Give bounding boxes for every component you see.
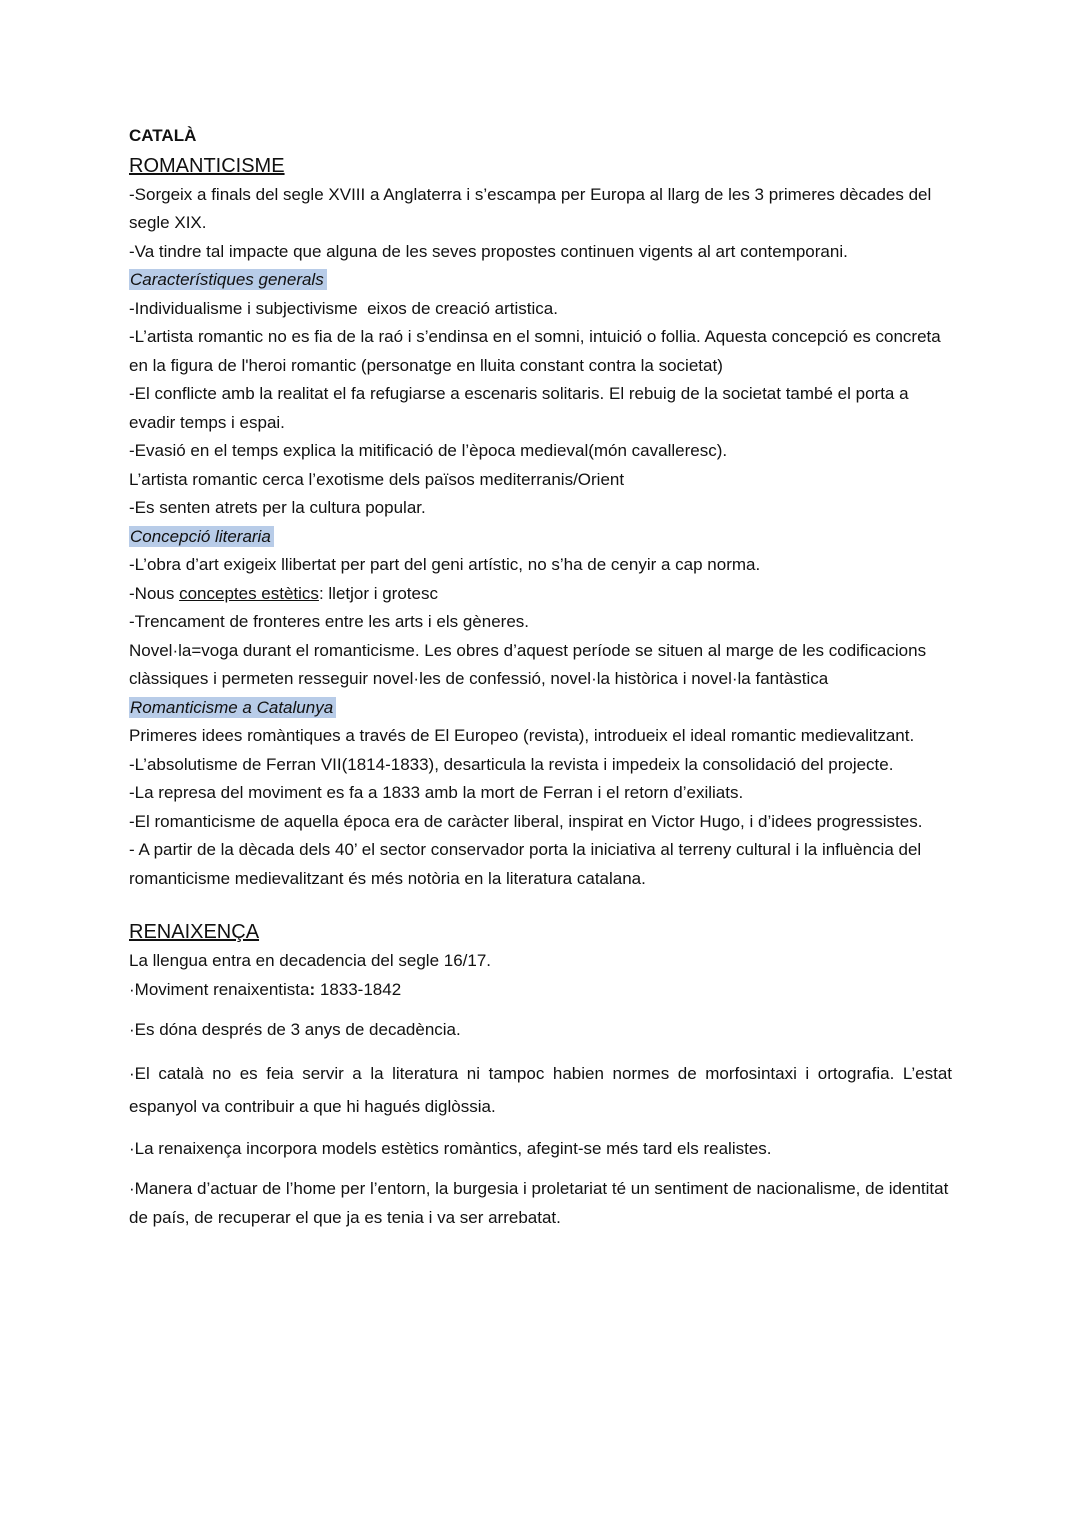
subheading-highlight-text: Concepció literaria bbox=[129, 526, 274, 547]
paragraph-evasio: -Evasió en el temps explica la mitificació de l’època medieval(món cavalleresc). bbox=[129, 441, 728, 460]
text-segment: ·Moviment renaixentista bbox=[129, 979, 310, 999]
paragraph-artista-romantic: -L’artista romantic no es fia de la raó i s’endinsa en el somni, intuició o follia. Aquesta concepció es concreta en la figura de l'heroi romantic (personatge en lluita constant contra la societat) bbox=[129, 327, 946, 375]
subheading-highlight-text: Característiques generals bbox=[129, 269, 327, 290]
doc-kicker: CATALÀ bbox=[129, 126, 197, 145]
paragraph-catala-literatura: ·El català no es feia servir a la literatura ni tampoc habien normes de morfosintaxi i ortografia. L’estat espanyol va contribuir a que hi hagués diglòssia. bbox=[129, 1063, 952, 1116]
subheading-caracteristiques bbox=[129, 266, 952, 295]
section-title-romanticisme bbox=[129, 151, 952, 181]
paragraph-cultura-popular: -Es senten atrets per la cultura popular. bbox=[129, 498, 426, 517]
text-segment: 1833-1842 bbox=[315, 979, 402, 999]
document-content bbox=[129, 122, 952, 1232]
section-title-text: RENAIXENÇA bbox=[129, 921, 260, 943]
paragraph-trencament: -Trencament de fronteres entre les arts i els gèneres. bbox=[129, 612, 529, 631]
paragraph-conceptes-estetics bbox=[129, 580, 952, 609]
bold-text: : bbox=[309, 979, 316, 999]
paragraph-decada-40: - A partir de la dècada dels 40’ el sector conservador porta la iniciativa al terreny cultural i la influència del romanticisme medievalitzant és més notòria en la literatura catalana. bbox=[129, 840, 926, 888]
paragraph-primeres-idees: Primeres idees romàntiques a través de El Europeo (revista), introdueix el ideal romantic medievalitzant. bbox=[129, 726, 915, 745]
paragraph-liberal: -El romanticisme de aquella época era de caràcter liberal, inspirat en Victor Hugo, i d’idees progressistes. bbox=[129, 811, 923, 831]
paragraph-individualisme: -Individualisme i subjectivisme eixos de creació artistica. bbox=[129, 298, 558, 318]
paragraph-novella: Novel·la=voga durant el romanticisme. Les obres d’aquest període se situen al marge de les codificacions clàssiques i permeten resseguir novel·les de confessió, novel·la històrica i novel·la fantàstica bbox=[129, 640, 931, 688]
subheading-concepcio-literaria bbox=[129, 523, 952, 552]
subheading-romanticisme-catalunya bbox=[129, 694, 952, 723]
paragraph-moviment-renaixentista bbox=[129, 976, 952, 1005]
paragraph-exotisme: L’artista romantic cerca l’exotisme dels països mediterranis/Orient bbox=[129, 469, 625, 489]
paragraph-absolutisme: -L’absolutisme de Ferran VII(1814-1833), desarticula la revista i impedeix la consolidació del projecte. bbox=[129, 754, 894, 774]
paragraph-obra-art: -L’obra d’art exigeix llibertat per part del geni artístic, no s’ha de cenyir a cap norma. bbox=[129, 555, 761, 574]
text-segment: -Nous bbox=[129, 583, 180, 603]
paragraph-models-estetics: ·La renaixença incorpora models estètics romàntics, afegint-se més tard els realistes. bbox=[129, 1138, 772, 1158]
text-segment: : lletjor i grotesc bbox=[318, 583, 438, 603]
section-title-text: ROMANTICISME bbox=[129, 154, 285, 177]
paragraph-intro-2: -Va tindre tal impacte que alguna de les seves propostes continuen vigents al art contemporani. bbox=[129, 241, 848, 261]
paragraph-conflicte: -El conflicte amb la realitat el fa refugiarse a escenaris solitaris. El rebuig de la societat també el porta a evadir temps i espai. bbox=[129, 384, 914, 432]
section-title-renaixenca bbox=[129, 917, 952, 947]
underlined-text: conceptes estètics bbox=[179, 583, 319, 603]
paragraph-represa: -La represa del moviment es fa a 1833 amb la mort de Ferran i el retorn d’exiliats. bbox=[129, 783, 744, 802]
paragraph-manera-actuar: ·Manera d’actuar de l’home per l’entorn, la burgesia i proletariat té un sentiment de nacionalisme, de identitat de país, de recuperar el que ja es tenia i va ser arrebatat. bbox=[129, 1179, 954, 1227]
paragraph-llengua-decadencia: La llengua entra en decadencia del segle 16/17. bbox=[129, 951, 492, 970]
paragraph-intro-1: -Sorgeix a finals del segle XVIII a Anglaterra i s’escampa per Europa al llarg de les 3 primeres dècades del segle XIX. bbox=[129, 184, 936, 232]
subheading-highlight-text: Romanticisme a Catalunya bbox=[129, 697, 336, 718]
paragraph-es-dona: ·Es dóna després de 3 anys de decadència. bbox=[129, 1020, 461, 1039]
